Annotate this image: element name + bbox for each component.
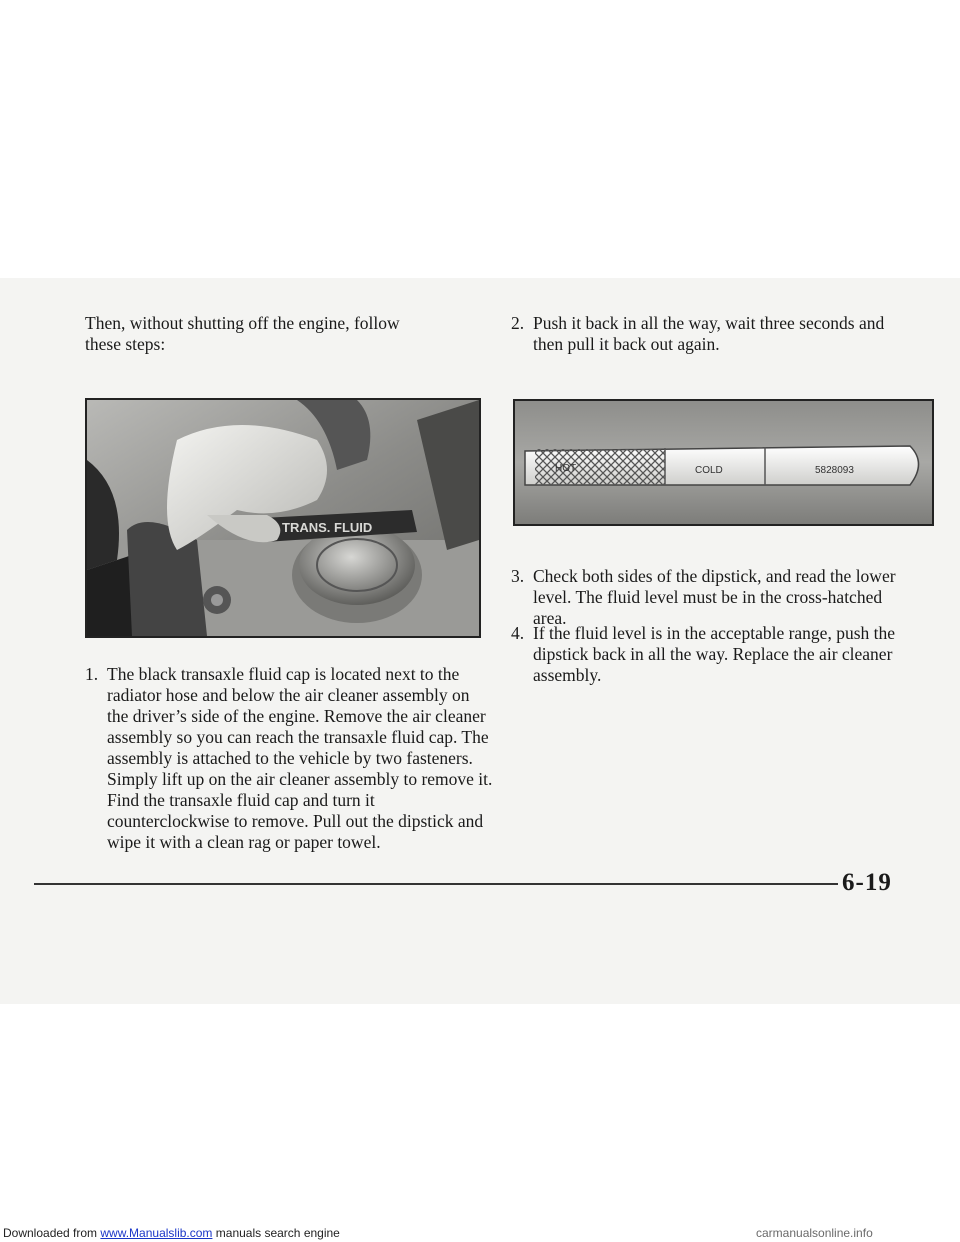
footer-prefix: Downloaded from	[3, 1226, 101, 1240]
step-4	[511, 623, 911, 686]
dipstick-photo	[513, 399, 934, 526]
page-number: 6-19	[842, 869, 892, 896]
step-number: 1.	[85, 664, 99, 684]
step-2	[511, 313, 911, 355]
step-number: 2.	[511, 313, 525, 333]
cold-label: COLD	[695, 465, 723, 476]
transaxle-cap-illustration	[87, 400, 479, 636]
step-1	[85, 664, 495, 853]
step-text: If the fluid level is in the acceptable range, push the dipstick back in all the way. Replace the air cleaner assembly.	[533, 623, 896, 685]
manualslib-link[interactable]: www.Manualslib.com	[100, 1226, 213, 1240]
dipstick-illustration	[515, 401, 932, 524]
cap-label: TRANS. FLUID	[282, 520, 373, 535]
hot-label: HOT	[555, 463, 577, 474]
step-3	[511, 566, 911, 629]
footer-rule	[34, 883, 838, 885]
step-text: Check both sides of the dipstick, and read the lower level. The fluid level must be in the cross-hatched area.	[533, 566, 896, 628]
download-footer	[3, 1226, 340, 1240]
part-number: 5828093	[815, 465, 854, 476]
step-number: 4.	[511, 623, 525, 643]
step-text: Push it back in all the way, wait three seconds and then pull it back out again.	[533, 313, 885, 354]
watermark: carmanualsonline.info	[756, 1226, 873, 1240]
intro-text: Then, without shutting off the engine, follow these steps:	[85, 313, 400, 354]
step-text: The black transaxle fluid cap is located next to the radiator hose and below the air cleaner assembly on the driver’s side of the engine. Remove the air cleaner assembly so you can reach the transaxle fluid cap. The assembly is attached to the vehicle by two fasteners. Simply lift up on the air cleaner assembly to remove it. Find the transaxle fluid cap and turn it counterclockwise to remove. Pull out the dipstick and wipe it with a clean rag or paper towel.	[107, 664, 493, 852]
step-number: 3.	[511, 566, 525, 586]
footer-suffix: manuals search engine	[212, 1226, 340, 1240]
transaxle-cap-photo	[85, 398, 481, 638]
